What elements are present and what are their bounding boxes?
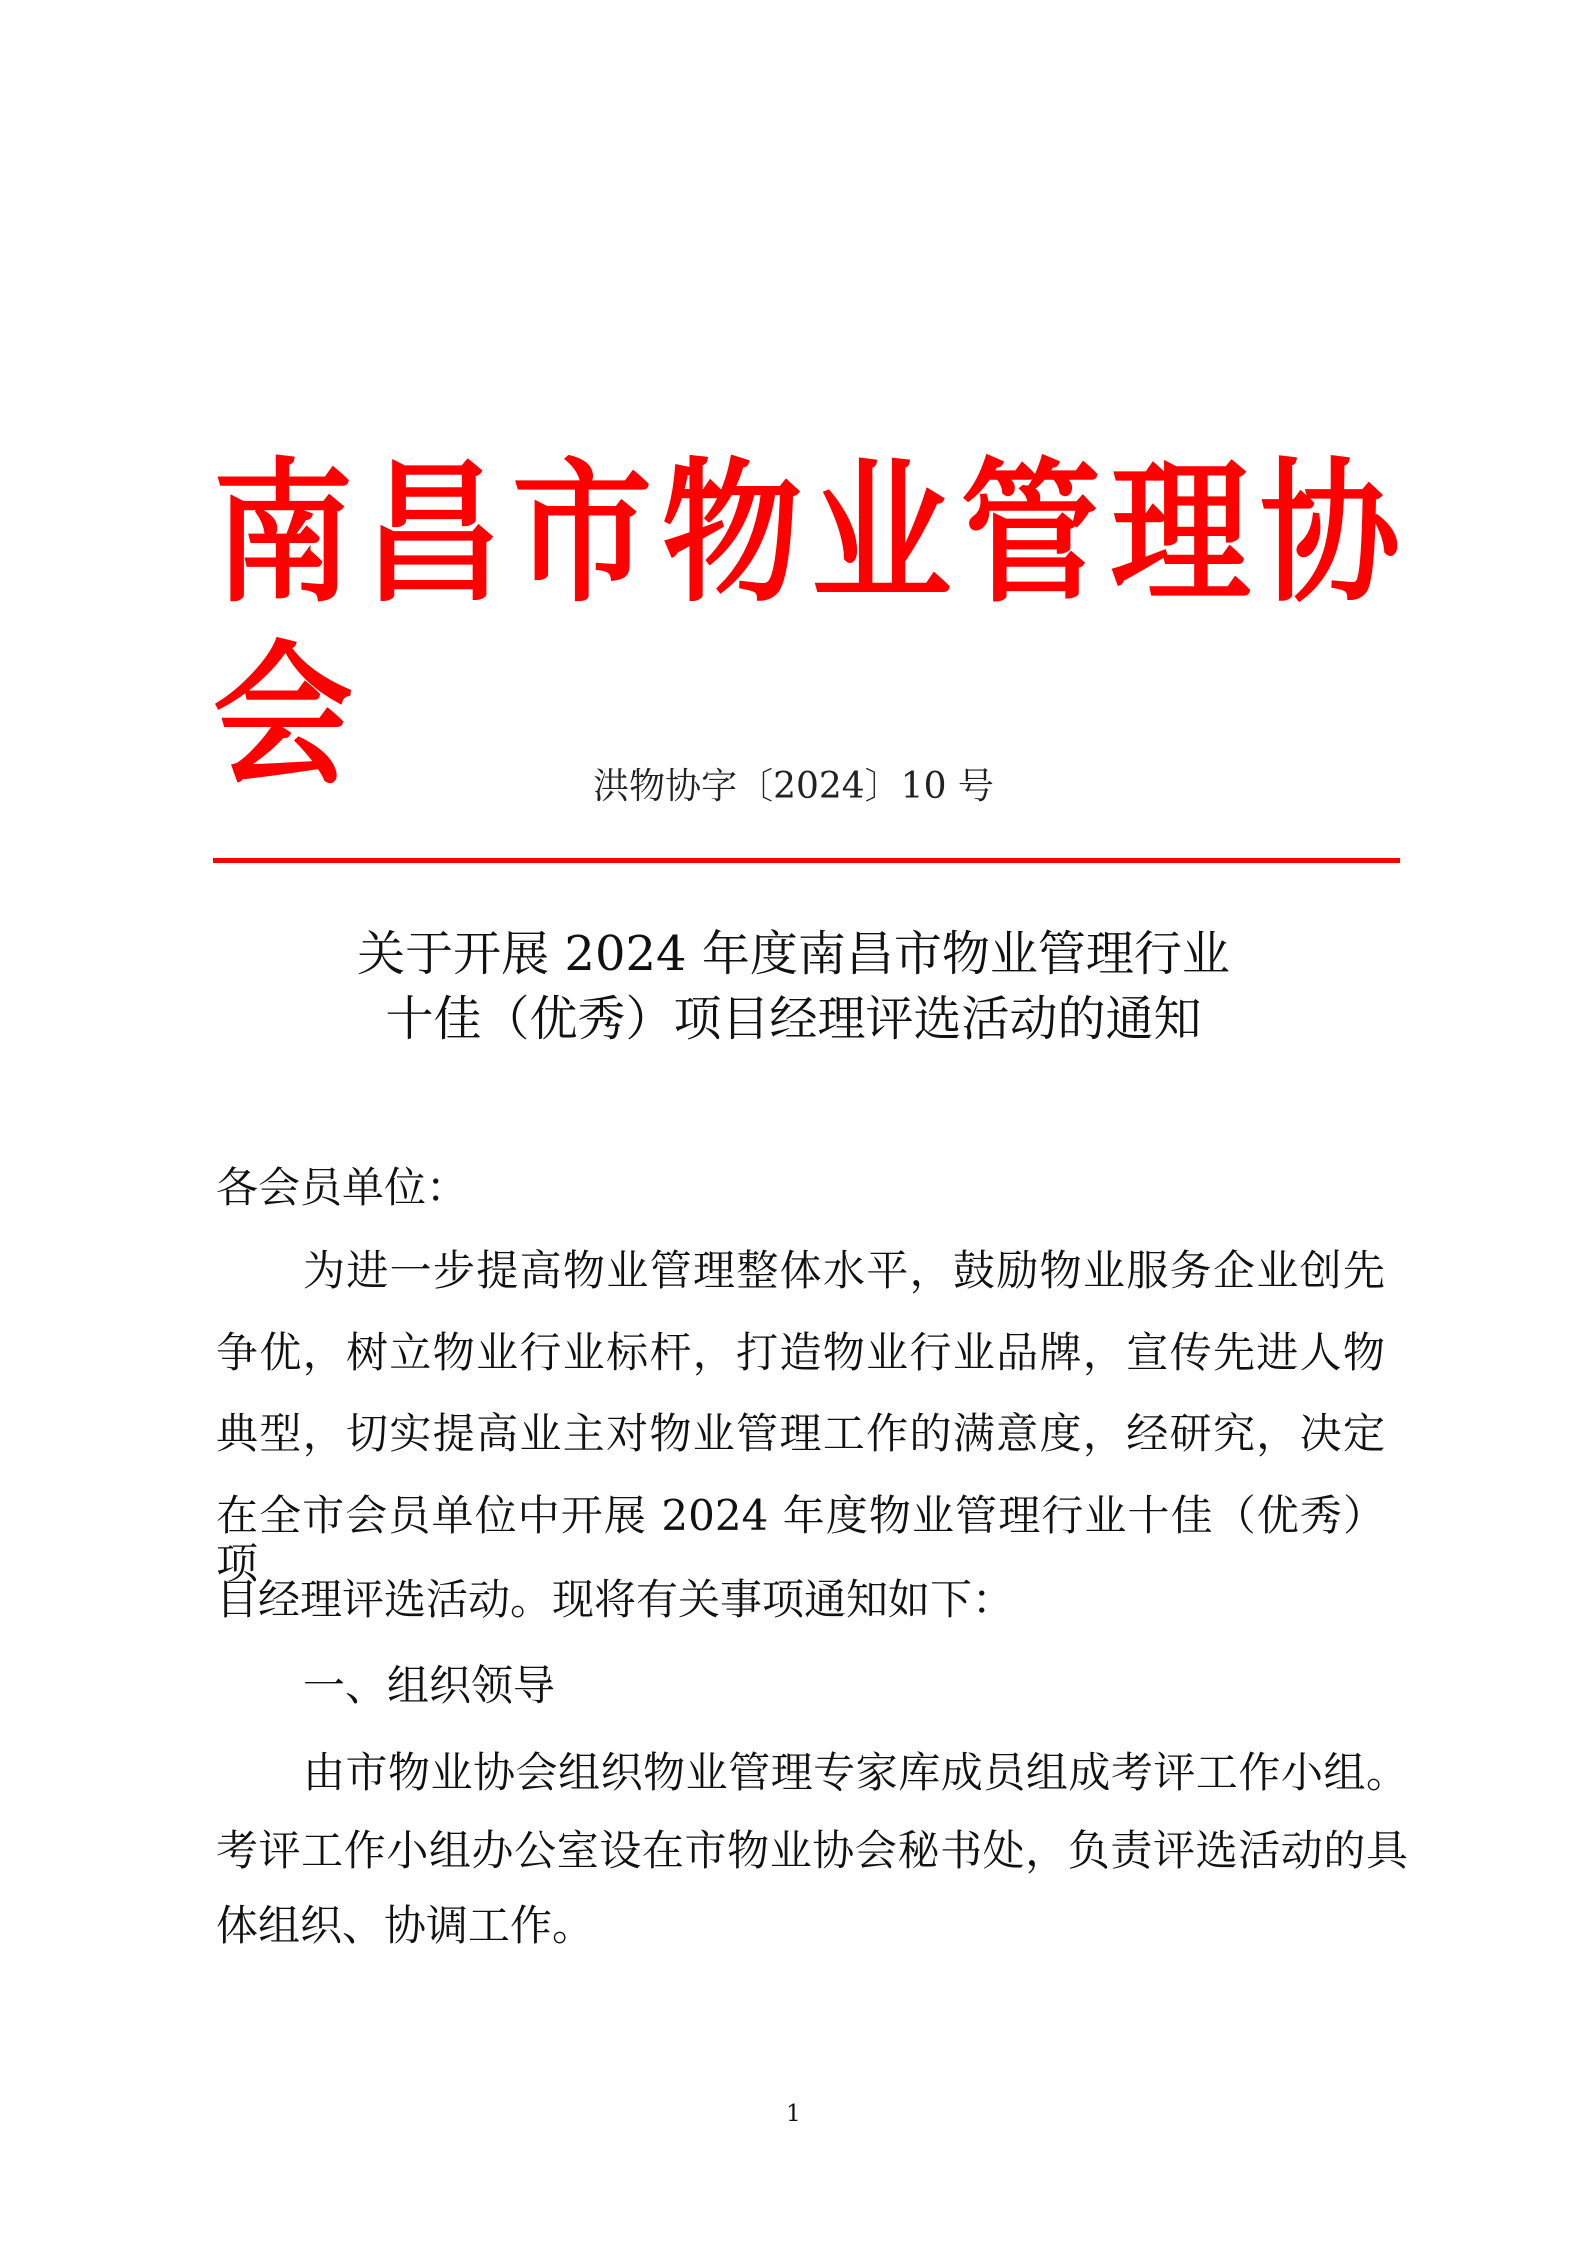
section-paragraph-line: 考评工作小组办公室设在市物业协会秘书处，负责评选活动的具 bbox=[216, 1826, 1408, 1875]
intro-paragraph-line: 在全市会员单位中开展 2024 年度物业管理行业十佳（优秀）项 bbox=[216, 1491, 1385, 1588]
section-paragraph-line: 由市物业协会组织物业管理专家库成员组成考评工作小组。 bbox=[303, 1748, 1408, 1797]
page-number: 1 bbox=[786, 2101, 801, 2127]
section-paragraph-line: 体组织、协调工作。 bbox=[216, 1901, 595, 1950]
notice-title-line-1: 关于开展 2024 年度南昌市物业管理行业 bbox=[357, 926, 1230, 982]
red-divider-line bbox=[213, 858, 1400, 863]
section-heading: 一、组织领导 bbox=[303, 1661, 556, 1710]
notice-title-line-2: 十佳（优秀）项目经理评选活动的通知 bbox=[385, 991, 1202, 1047]
salutation: 各会员单位： bbox=[216, 1163, 469, 1212]
intro-paragraph-line: 目经理评选活动。现将有关事项通知如下： bbox=[216, 1575, 1015, 1624]
intro-paragraph-line: 争优，树立物业行业标杆，打造物业行业品牌，宣传先进人物 bbox=[216, 1328, 1385, 1377]
issuing-organization-title: 南昌市物业管理协会 bbox=[213, 444, 1400, 807]
intro-paragraph-line: 典型，切实提高业主对物业管理工作的满意度，经研究，决定 bbox=[216, 1409, 1385, 1458]
document-number: 洪物协字〔2024〕10 号 bbox=[593, 766, 994, 807]
intro-paragraph-line: 为进一步提高物业管理整体水平，鼓励物业服务企业创先 bbox=[303, 1246, 1385, 1295]
